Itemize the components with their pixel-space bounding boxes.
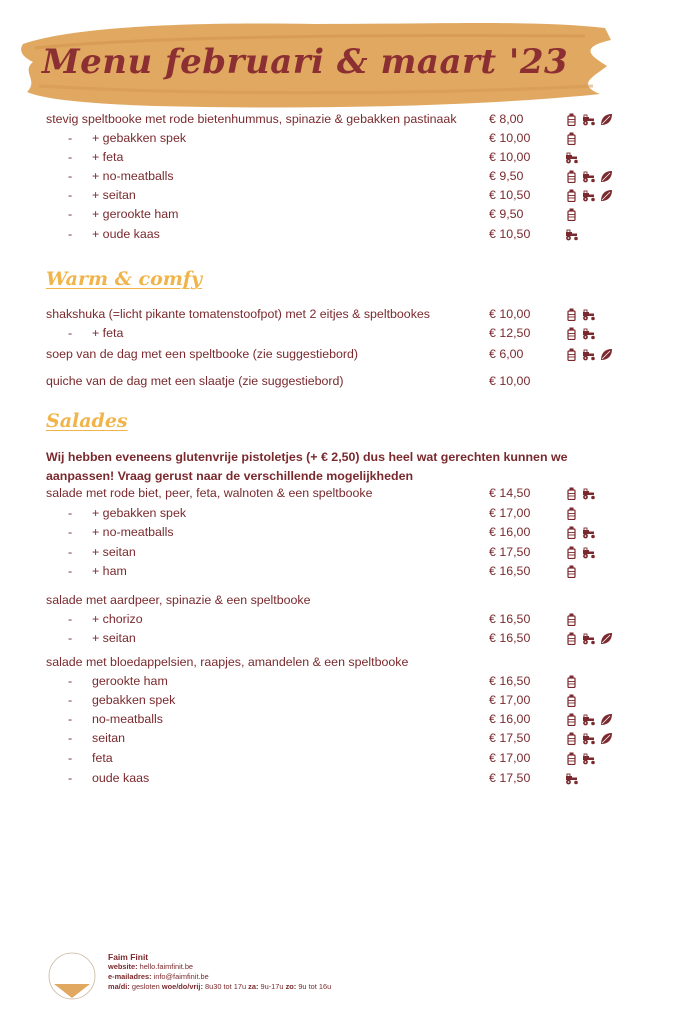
- item-icons: [565, 504, 578, 523]
- item-name: + gebakken spek: [92, 131, 187, 145]
- item-dash: -: [68, 207, 73, 221]
- item-price: € 17,00: [489, 751, 531, 765]
- item-dash: -: [68, 525, 73, 539]
- bottle-icon: [565, 694, 578, 707]
- item-name: gebakken spek: [92, 693, 176, 707]
- menu-item: [0, 504, 695, 523]
- menu-item: [0, 672, 695, 691]
- bottle-icon: [565, 208, 578, 221]
- leaf-icon: [600, 348, 613, 361]
- item-price: € 16,50: [489, 612, 531, 626]
- menu-item: [0, 629, 695, 648]
- footer-email[interactable]: info@faimfinit.be: [153, 972, 209, 981]
- bottle-icon: [565, 189, 578, 202]
- footer-brand: Faim Finit: [108, 952, 149, 962]
- item-price: € 16,50: [489, 564, 531, 578]
- bottle-icon: [565, 713, 578, 726]
- item-name: salade met aardpeer, spinazie & een speltbooke: [46, 593, 311, 607]
- menu-item: [0, 610, 695, 629]
- item-dash: -: [68, 751, 73, 765]
- item-price: € 8,00: [489, 112, 524, 126]
- item-name: stevig speltbooke met rode bietenhummus, spinazie & gebakken pastinaak: [46, 112, 457, 126]
- item-icons: [565, 225, 579, 244]
- item-icons: [565, 610, 578, 629]
- item-name: gerookte ham: [92, 674, 168, 688]
- item-name: soep van de dag met een speltbooke (zie suggestiebord): [46, 347, 359, 361]
- leaf-icon: [600, 732, 613, 745]
- item-name: salade met rode biet, peer, feta, walnoten & een speltbooke: [46, 486, 373, 500]
- item-icons: [565, 749, 596, 768]
- item-dash: -: [68, 771, 73, 785]
- leaf-icon: [600, 632, 613, 645]
- tractor-icon: [582, 713, 596, 726]
- item-icons: [565, 148, 579, 167]
- item-price: € 9,50: [489, 207, 524, 221]
- bottle-icon: [565, 546, 578, 559]
- tractor-icon: [565, 151, 579, 164]
- item-name: feta: [92, 751, 113, 765]
- item-price: € 16,50: [489, 631, 531, 645]
- menu-item: [0, 653, 695, 672]
- bottle-icon: [565, 526, 578, 539]
- item-price: € 17,00: [489, 693, 531, 707]
- item-price: € 17,50: [489, 771, 531, 785]
- bottle-icon: [565, 565, 578, 578]
- item-dash: -: [68, 731, 73, 745]
- bottle-icon: [565, 675, 578, 688]
- item-price: € 10,50: [489, 188, 531, 202]
- bottle-icon: [565, 507, 578, 520]
- item-name: + oude kaas: [92, 227, 160, 241]
- item-dash: -: [68, 506, 73, 520]
- menu-item: [0, 186, 695, 205]
- item-name: + gerookte ham: [92, 207, 179, 221]
- item-price: € 16,50: [489, 674, 531, 688]
- menu-item: [0, 691, 695, 710]
- item-price: € 17,50: [489, 545, 531, 559]
- leaf-icon: [600, 713, 613, 726]
- item-name: + chorizo: [92, 612, 143, 626]
- item-name: + ham: [92, 564, 127, 578]
- menu-item: [0, 110, 695, 129]
- item-icons: [565, 186, 613, 205]
- tractor-icon: [565, 772, 579, 785]
- item-icons: [565, 672, 578, 691]
- bottle-icon: [565, 132, 578, 145]
- footer-contact: Faim Finit website: hello.faimfinit.be e-mailadres: info@faimfinit.be ma/di: gesloten woe/do/vrij: 8u30 tot 17u za: 9u-17u zo: 9u tot 16u: [108, 952, 332, 991]
- item-icons: [565, 484, 596, 503]
- item-price: € 16,00: [489, 712, 531, 726]
- item-icons: [565, 710, 613, 729]
- tractor-icon: [582, 732, 596, 745]
- item-dash: -: [68, 545, 73, 559]
- item-name: + seitan: [92, 188, 136, 202]
- item-dash: -: [68, 712, 73, 726]
- tractor-icon: [582, 113, 596, 126]
- tractor-icon: [582, 327, 596, 340]
- item-icons: [565, 345, 613, 364]
- leaf-icon: [600, 170, 613, 183]
- item-name: no-meatballs: [92, 712, 163, 726]
- item-icons: [565, 729, 613, 748]
- item-price: € 17,00: [489, 506, 531, 520]
- menu-item: [0, 372, 695, 391]
- bottle-icon: [565, 613, 578, 626]
- bottle-icon: [565, 732, 578, 745]
- menu-item: [0, 591, 695, 610]
- item-price: € 6,00: [489, 347, 524, 361]
- menu-item: [0, 345, 695, 364]
- menu-item: [0, 305, 695, 324]
- menu-item: [0, 205, 695, 224]
- item-dash: -: [68, 188, 73, 202]
- glutenfree-note: Wij hebben eveneens glutenvrije pistoletjes (+ € 2,50) dus heel wat gerechten kunnen we aanpassen! Vraag gerust naar de verschillende mogelijkheden: [46, 450, 568, 483]
- item-icons: [565, 543, 596, 562]
- item-dash: -: [68, 150, 73, 164]
- item-price: € 10,50: [489, 227, 531, 241]
- item-price: € 10,00: [489, 307, 531, 321]
- menu-item: [0, 523, 695, 542]
- tractor-icon: [582, 308, 596, 321]
- bottle-icon: [565, 113, 578, 126]
- item-icons: [565, 167, 613, 186]
- bottle-icon: [565, 632, 578, 645]
- item-icons: [565, 305, 596, 324]
- item-dash: -: [68, 227, 73, 241]
- item-name: seitan: [92, 731, 126, 745]
- bottle-icon: [565, 348, 578, 361]
- item-name: + no-meatballs: [92, 169, 174, 183]
- item-name: shakshuka (=licht pikante tomatenstoofpot) met 2 eitjes & speltbookes: [46, 307, 430, 321]
- page-title: Menu februari & maart '23: [42, 42, 569, 82]
- tractor-icon: [582, 348, 596, 361]
- tractor-icon: [582, 170, 596, 183]
- item-icons: [565, 205, 578, 224]
- item-name: + feta: [92, 326, 124, 340]
- menu-item: [0, 129, 695, 148]
- item-price: € 14,50: [489, 486, 531, 500]
- item-icons: [565, 110, 613, 129]
- item-icons: [565, 129, 578, 148]
- item-icons: [565, 523, 596, 542]
- item-icons: [565, 691, 578, 710]
- item-price: € 17,50: [489, 731, 531, 745]
- bottle-icon: [565, 327, 578, 340]
- menu-item: [0, 225, 695, 244]
- bottle-icon: [565, 170, 578, 183]
- item-icons: [565, 629, 613, 648]
- item-price: € 12,50: [489, 326, 531, 340]
- leaf-icon: [600, 113, 613, 126]
- menu-item: [0, 324, 695, 343]
- item-dash: -: [68, 612, 73, 626]
- section-title-warm: Warm & comfy: [46, 268, 203, 290]
- tractor-icon: [582, 189, 596, 202]
- leaf-icon: [600, 189, 613, 202]
- bottle-icon: [565, 308, 578, 321]
- item-dash: -: [68, 131, 73, 145]
- menu-item: [0, 484, 695, 503]
- item-price: € 10,00: [489, 131, 531, 145]
- item-price: € 16,00: [489, 525, 531, 539]
- bottle-icon: [565, 752, 578, 765]
- item-name: + seitan: [92, 545, 136, 559]
- menu-item: [0, 729, 695, 748]
- bottle-icon: [565, 487, 578, 500]
- brand-logo: [46, 950, 98, 1002]
- section-title-salades: Salades: [46, 410, 128, 432]
- tractor-icon: [582, 632, 596, 645]
- item-name: salade met bloedappelsien, raapjes, amandelen & een speltbooke: [46, 655, 409, 669]
- item-dash: -: [68, 564, 73, 578]
- item-price: € 10,00: [489, 150, 531, 164]
- tractor-icon: [582, 546, 596, 559]
- item-dash: -: [68, 674, 73, 688]
- item-name: + seitan: [92, 631, 136, 645]
- menu-item: [0, 167, 695, 186]
- tractor-icon: [582, 752, 596, 765]
- item-name: + feta: [92, 150, 124, 164]
- item-icons: [565, 324, 596, 343]
- item-dash: -: [68, 326, 73, 340]
- item-dash: -: [68, 169, 73, 183]
- item-icons: [565, 562, 578, 581]
- item-name: + no-meatballs: [92, 525, 174, 539]
- item-name: + gebakken spek: [92, 506, 187, 520]
- item-dash: -: [68, 631, 73, 645]
- menu-item: [0, 769, 695, 788]
- tractor-icon: [565, 228, 579, 241]
- footer-website[interactable]: hello.faimfinit.be: [139, 962, 194, 971]
- menu-item: [0, 148, 695, 167]
- item-icons: [565, 769, 579, 788]
- menu-item: [0, 562, 695, 581]
- menu-item: [0, 749, 695, 768]
- item-name: oude kaas: [92, 771, 150, 785]
- tractor-icon: [582, 526, 596, 539]
- footer-hours: ma/di: gesloten woe/do/vrij: 8u30 tot 17u za: 9u-17u zo: 9u tot 16u: [108, 982, 332, 991]
- menu-item: [0, 710, 695, 729]
- menu-item: [0, 543, 695, 562]
- item-dash: -: [68, 693, 73, 707]
- item-price: € 10,00: [489, 374, 531, 388]
- item-name: quiche van de dag met een slaatje (zie suggestiebord): [46, 374, 344, 388]
- item-price: € 9,50: [489, 169, 524, 183]
- tractor-icon: [582, 487, 596, 500]
